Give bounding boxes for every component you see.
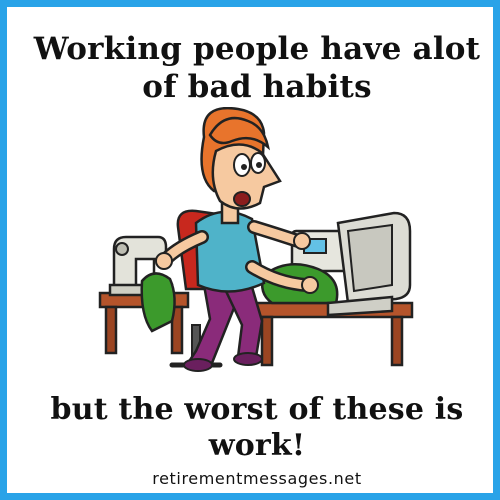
headline-top-line2: of bad habits [142, 69, 372, 105]
website-credit: retirementmessages.net [152, 469, 362, 488]
mouth [234, 192, 250, 206]
fabric-icon [142, 273, 175, 331]
cartoon-woman-multitasking-icon [92, 107, 422, 387]
headline-bottom-line2: work! [208, 428, 306, 463]
hand [156, 253, 172, 269]
headline-top-line1: Working people have alot [33, 31, 481, 67]
headline-bottom-line1: but the worst of these is [50, 392, 464, 427]
